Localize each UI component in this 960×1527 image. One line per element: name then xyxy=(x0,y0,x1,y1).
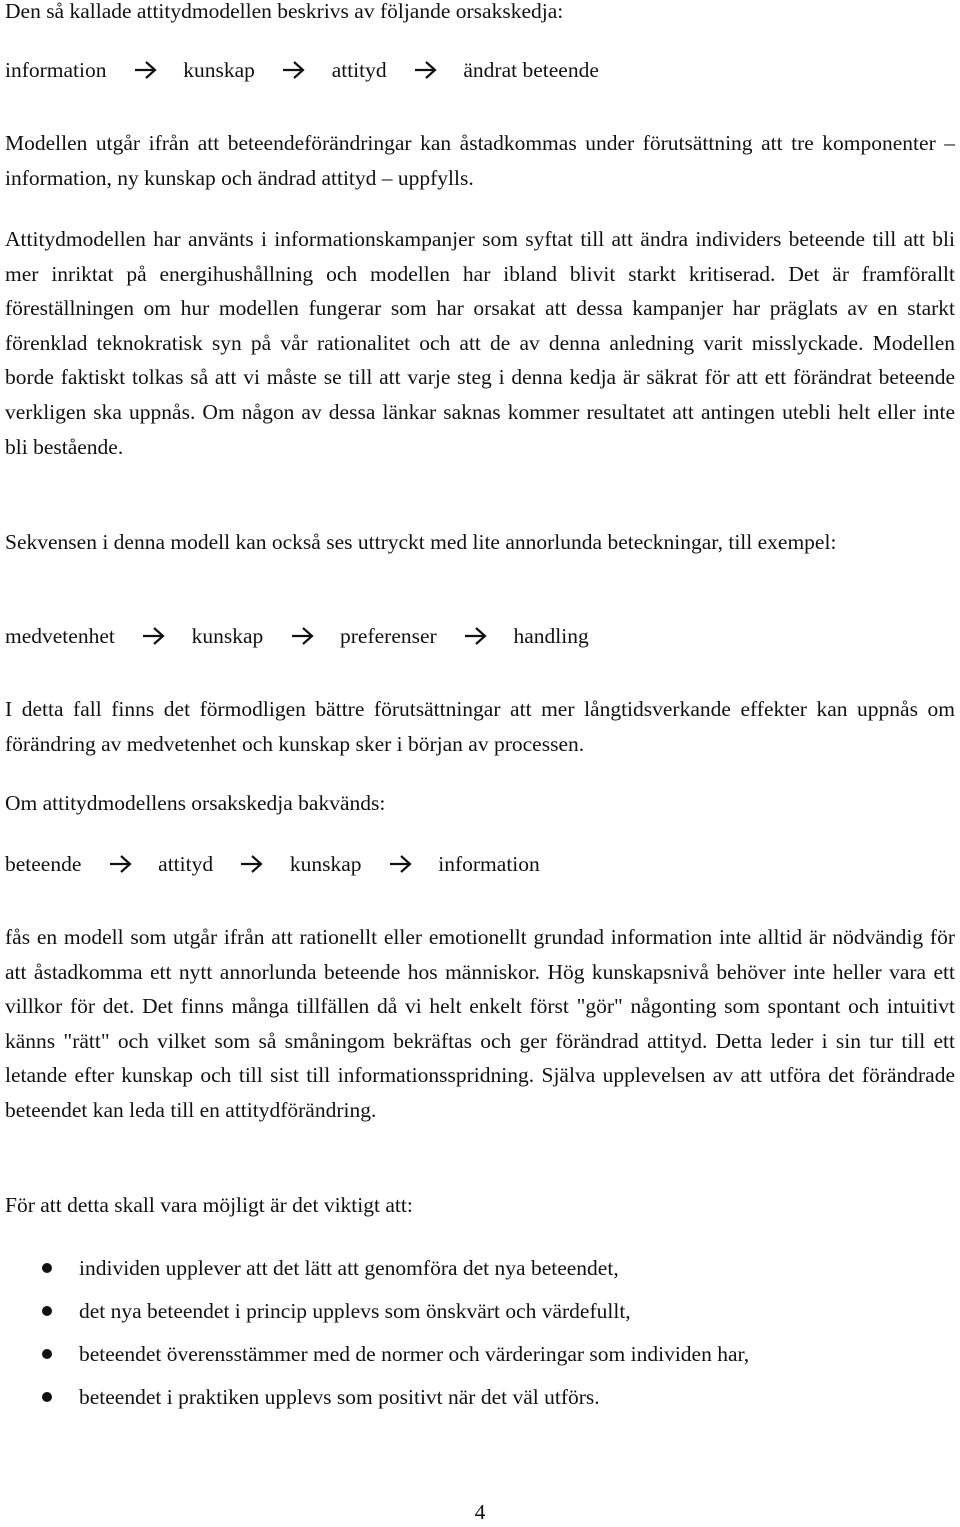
paragraph-reversed: Om attitydmodellens orsakskedja bakvänds: xyxy=(5,791,386,815)
causal-chain-attitude-model xyxy=(5,53,599,87)
chain-term: preferenser xyxy=(340,624,437,648)
bullet-icon xyxy=(42,1263,52,1273)
chain-term: medvetenhet xyxy=(5,624,115,648)
right-arrow-icon xyxy=(240,854,264,874)
causal-chain-reversed-model xyxy=(5,847,540,881)
chain-term: beteende xyxy=(5,852,82,876)
list-item-text: beteendet överensstämmer med de normer och värderingar som individen har, xyxy=(79,1342,750,1366)
right-arrow-icon xyxy=(134,60,158,80)
paragraph-model-description: Modellen utgår ifrån att beteendeförändringar kan åstadkommas under förutsättning att tre komponenter – information, ny kunskap och ändrad attityd – uppfylls. xyxy=(5,131,955,190)
chain-term: attityd xyxy=(331,58,387,82)
list-item-text: individen upplever att det lätt att genomföra det nya beteendet, xyxy=(79,1256,619,1280)
paragraph-long-term-effects: I detta fall finns det förmodligen bättre förutsättningar att mer långtidsverkande effekter kan uppnås om förändring av medvetenhet och kunskap sker i början av processen. xyxy=(5,697,955,756)
chain-term: kunskap xyxy=(289,852,362,876)
right-arrow-icon xyxy=(291,626,315,646)
chain-term: information xyxy=(438,852,540,876)
chain-term: handling xyxy=(513,624,589,648)
right-arrow-icon xyxy=(464,626,488,646)
chain-term: ändrat beteende xyxy=(463,58,599,82)
list-item xyxy=(5,1380,955,1423)
list-item-text: beteendet i praktiken upplevs som positivt när det väl utförs. xyxy=(79,1385,600,1409)
page-number: 4 xyxy=(474,1500,486,1524)
bullet-icon xyxy=(42,1392,52,1402)
conditions-list xyxy=(5,1251,955,1423)
right-arrow-icon xyxy=(142,626,166,646)
right-arrow-icon xyxy=(389,854,413,874)
right-arrow-icon xyxy=(109,854,133,874)
right-arrow-icon xyxy=(282,60,306,80)
chain-term: attityd xyxy=(158,852,214,876)
chain-term: kunskap xyxy=(183,58,255,82)
list-item-text: det nya beteendet i princip upplevs som önskvärt och värdefullt, xyxy=(79,1299,631,1323)
paragraph-intro: Den så kallade attitydmodellen beskrivs av följande orsakskedja: xyxy=(5,0,564,23)
chain-term: kunskap xyxy=(191,624,264,648)
list-item xyxy=(5,1294,955,1337)
causal-chain-awareness-model xyxy=(5,619,589,653)
right-arrow-icon xyxy=(414,60,438,80)
chain-term: information xyxy=(5,58,107,82)
paragraph-criticism: Attitydmodellen har använts i informationskampanjer som syftat till att ändra individers beteende till att bli mer inriktat på energihushållning och modellen har ibland blivit starkt kritiserad. Det är framförallt föreställningen om hur modellen fungerar som har orsakat att dessa kampanjer har präglats av en starkt förenklad teknokratisk syn på vår rationalitet och att de av denna anledning varit misslyckade. Modellen borde faktiskt tolkas så att vi måste se till att varje steg i denna kedja är säkrat för att ett förändrat beteende verkligen ska uppnås. Om någon av dessa länkar saknas kommer resultatet att antingen utebli helt eller inte bli bestående. xyxy=(5,227,955,459)
list-item xyxy=(5,1337,955,1380)
paragraph-reversed-explanation: fås en modell som utgår ifrån att rationellt eller emotionellt grundad information inte alltid är nödvändig för att åstadkomma ett nytt annorlunda beteende hos människor. Hög kunskapsnivå behöver inte heller vara ett villkor för det. Det finns många tillfällen då vi helt enkelt först "gör" någonting som spontant och intuitivt känns "rätt" och vilket som så småningom bekräftas och ger förändrad attityd. Detta leder i sin tur till ett letande efter kunskap och till sist till informationsspridning. Själva upplevelsen av att utföra det förändrade beteendet kan leda till en attitydförändring. xyxy=(5,925,955,1122)
bullet-icon xyxy=(42,1349,52,1359)
paragraph-sequence: Sekvensen i denna modell kan också ses uttryckt med lite annorlunda beteckningar, till exempel: xyxy=(5,530,837,554)
paragraph-conditions: För att detta skall vara möjligt är det viktigt att: xyxy=(5,1193,413,1217)
bullet-icon xyxy=(42,1306,52,1316)
list-item xyxy=(5,1251,955,1294)
